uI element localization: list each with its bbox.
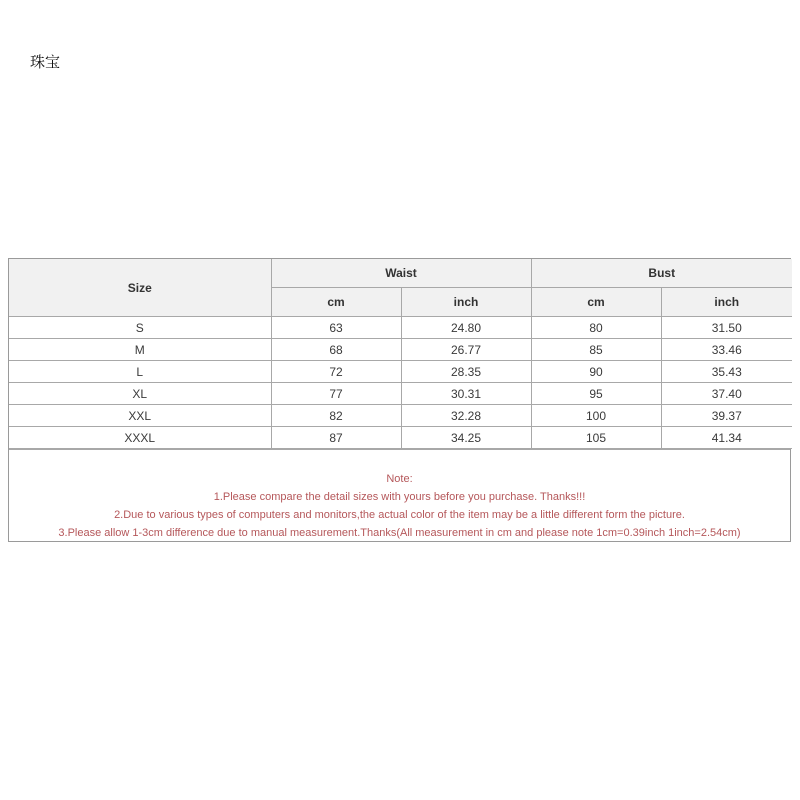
table-row — [9, 405, 792, 427]
size-cell: M — [9, 339, 271, 361]
bust-inch-cell: 37.40 — [661, 383, 792, 405]
notes-section — [9, 449, 790, 542]
bust-cm-cell: 100 — [531, 405, 661, 427]
size-cell: XXXL — [9, 427, 271, 449]
waist-cm-cell: 63 — [271, 317, 401, 339]
waist-cm-cell: 87 — [271, 427, 401, 449]
bust-cm-cell: 80 — [531, 317, 661, 339]
waist-group-header: Waist — [271, 259, 531, 288]
waist-cm-cell: 68 — [271, 339, 401, 361]
waist-cm-cell: 72 — [271, 361, 401, 383]
waist-cm-header: cm — [271, 288, 401, 317]
size-cell: S — [9, 317, 271, 339]
bust-cm-cell: 85 — [531, 339, 661, 361]
table-row — [9, 427, 792, 449]
note-line-3: 3.Please allow 1-3cm difference due to manual measurement.Thanks(All measurement in cm and please note 1cm=0.39inch 1inch=2.54cm) — [58, 527, 741, 539]
bust-inch-cell: 35.43 — [661, 361, 792, 383]
table-row — [9, 383, 792, 405]
waist-inch-header: inch — [401, 288, 531, 317]
bust-cm-header: cm — [531, 288, 661, 317]
size-cell: XL — [9, 383, 271, 405]
waist-inch-cell: 26.77 — [401, 339, 531, 361]
bust-inch-header: inch — [661, 288, 792, 317]
waist-inch-cell: 32.28 — [401, 405, 531, 427]
waist-inch-cell: 30.31 — [401, 383, 531, 405]
size-cell: L — [9, 361, 271, 383]
bust-inch-cell: 41.34 — [661, 427, 792, 449]
note-title: Note: — [386, 473, 413, 485]
bust-group-header: Bust — [531, 259, 792, 288]
waist-cm-cell: 82 — [271, 405, 401, 427]
bust-inch-cell: 31.50 — [661, 317, 792, 339]
bust-cm-cell: 105 — [531, 427, 661, 449]
waist-cm-cell: 77 — [271, 383, 401, 405]
waist-inch-cell: 28.35 — [401, 361, 531, 383]
note-line-1: 1.Please compare the detail sizes with yours before you purchase. Thanks!!! — [213, 491, 586, 503]
bust-inch-cell: 33.46 — [661, 339, 792, 361]
waist-inch-cell: 24.80 — [401, 317, 531, 339]
table-row — [9, 361, 792, 383]
size-cell: XXL — [9, 405, 271, 427]
bust-cm-cell: 95 — [531, 383, 661, 405]
size-column-header: Size — [9, 259, 271, 317]
waist-inch-cell: 34.25 — [401, 427, 531, 449]
table-row — [9, 339, 792, 361]
brand-label: 珠宝 — [30, 53, 61, 71]
table-row — [9, 317, 792, 339]
size-chart — [8, 258, 791, 542]
bust-inch-cell: 39.37 — [661, 405, 792, 427]
note-line-2: 2.Due to various types of computers and monitors,the actual color of the item may be a little different form the picture. — [114, 509, 685, 521]
size-table — [9, 259, 792, 449]
bust-cm-cell: 90 — [531, 361, 661, 383]
